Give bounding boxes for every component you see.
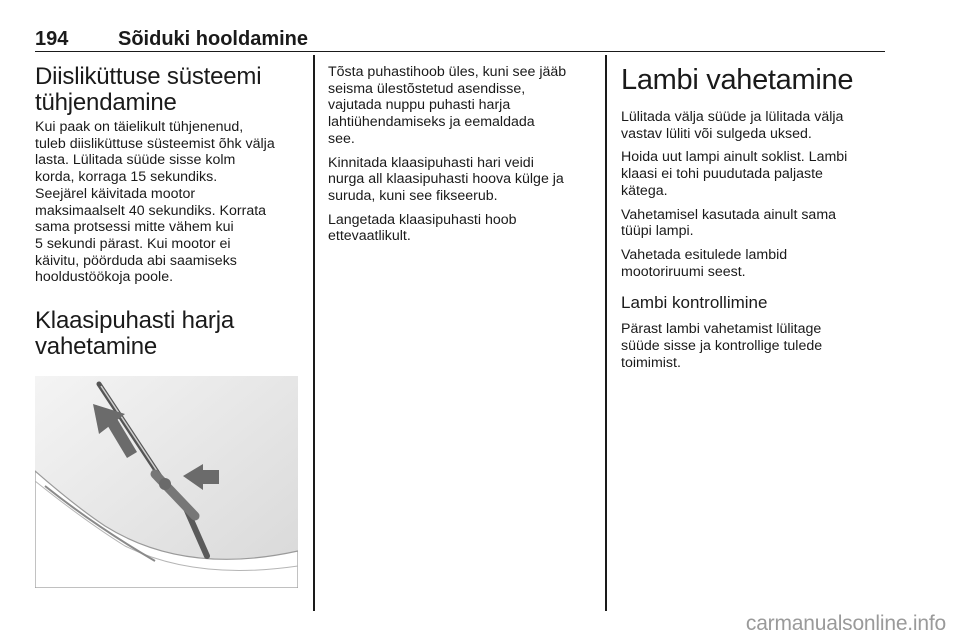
page-header	[35, 27, 885, 52]
lamp-paragraph-2: Hoida uut lampi ainult soklist. Lambi klaasi ei tohi puudutada paljaste kätega.	[621, 149, 848, 199]
column-middle	[328, 64, 596, 245]
watermark: carmanualsonline.info	[745, 612, 946, 635]
lamp-check-paragraph: Pärast lambi vahetamist lülitage süüde sisse ja kontrollige tulede toimimist.	[621, 321, 823, 371]
lamp-paragraph-3: Vahetamisel kasutada ainult sama tüüpi lampi.	[621, 206, 837, 240]
lamp-paragraph-1: Lülitada välja süüde ja lülitada välja vastav lüliti või sulgeda uksed.	[621, 109, 844, 142]
column-divider-1	[313, 55, 315, 611]
wiper-step-1: Tõsta puhastihoob üles, kuni see jääb seisma ülestõstetud asendisse, vajutada nuppu puhasti harja lahtiühendamiseks ja eemaldada see.	[328, 64, 567, 147]
subheading-lamp-check: Lambi kontrollimine	[621, 293, 768, 313]
column-left	[35, 55, 300, 360]
wiper-illustration	[35, 376, 298, 588]
wiper-blade-drawing	[35, 376, 298, 588]
section-heading-wiper: Klaasipuhasti harja vahetamine	[35, 307, 234, 361]
diesel-paragraph: Kui paak on täielikult tühjenenud, tuleb diisliküttuse süsteemist õhk välja lasta. Lülitada süüde sisse kolm korda, korraga 15 sekundiks. Seejärel käivitada mootor maksimaalselt 40 sekundiks. Korrata sama protsessi mitte vähem kui 5 sekundi pärast. Kui mootor ei käivitu, pöörduda abi saamiseks hooldustöökoja poole.	[35, 119, 275, 286]
column-divider-2	[605, 55, 607, 611]
column-right	[621, 55, 883, 371]
section-heading-lamp: Lambi vahetamine	[621, 64, 854, 96]
page-number: 194	[35, 28, 69, 50]
wiper-step-2: Kinnitada klaasipuhasti hari veidi nurga all klaasipuhasti hoova külge ja suruda, kuni see fikseerub.	[328, 154, 564, 204]
chapter-title: Sõiduki hooldamine	[118, 28, 309, 50]
lamp-paragraph-4: Vahetada esitulede lambid mootoriruumi seest.	[621, 246, 788, 280]
section-heading-diesel: Diisliküttuse süsteemi tühjendamine	[35, 63, 262, 116]
wiper-step-3: Langetada klaasipuhasti hoob ettevaatlikult.	[328, 211, 517, 245]
